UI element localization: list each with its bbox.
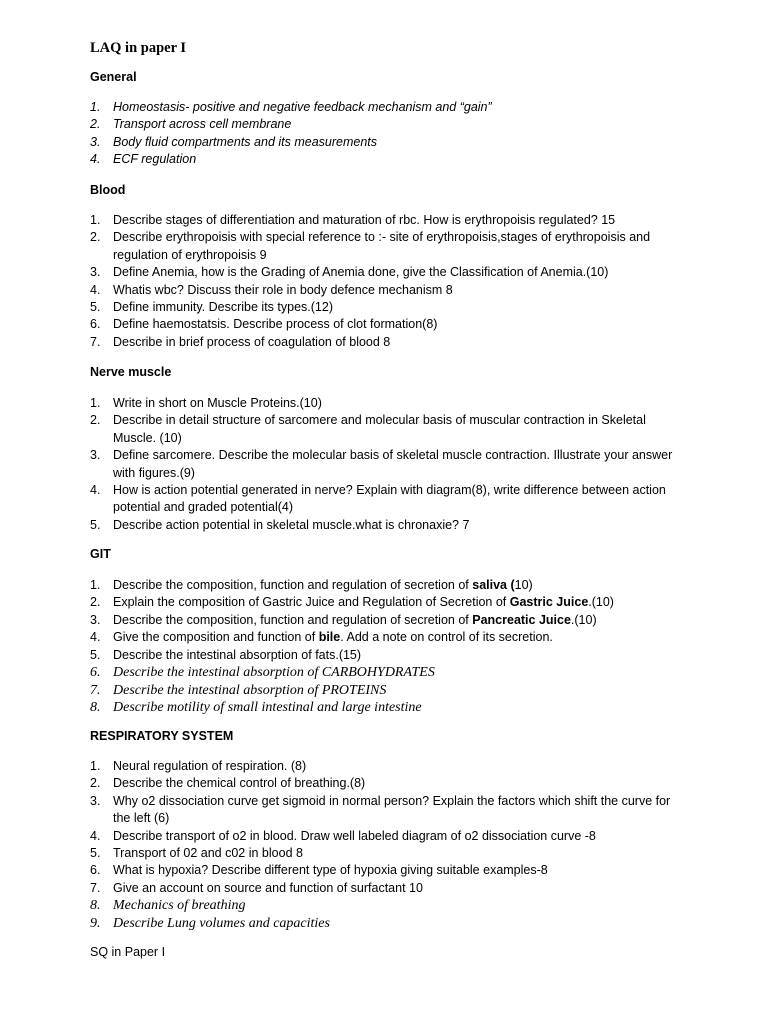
section-heading-nerve-muscle: Nerve muscle xyxy=(90,365,172,379)
list-item xyxy=(90,664,690,682)
item-text: How is action potential generated in nerve? Explain with diagram(8), write difference between action potential and graded potential(4) xyxy=(113,483,666,515)
item-number: 2. xyxy=(90,776,101,791)
item-number: 4. xyxy=(90,483,101,498)
item-bold-text: Pancreatic Juice xyxy=(472,612,571,627)
item-text: Homeostasis- positive and negative feedback mechanism and “gain” xyxy=(113,100,492,114)
item-text: Transport of 02 and c02 in blood 8 xyxy=(113,846,303,861)
item-text: Whatis wbc? Discuss their role in body defence mechanism 8 xyxy=(113,282,453,297)
item-text-suffix: .(10) xyxy=(588,595,614,610)
list-item xyxy=(90,229,690,264)
list-item xyxy=(90,915,690,933)
item-number: 1. xyxy=(90,578,101,592)
item-number: 1. xyxy=(90,100,101,114)
nerve-muscle-list xyxy=(90,395,690,534)
list-item xyxy=(90,793,690,828)
item-text: Describe Lung volumes and capacities xyxy=(113,915,330,931)
list-item xyxy=(90,577,690,594)
item-number: 6. xyxy=(90,665,101,681)
item-text: Describe the chemical control of breathing.(8) xyxy=(113,776,366,791)
item-number: 4. xyxy=(90,282,101,297)
list-item xyxy=(90,647,690,664)
item-text: Describe the intestinal absorption of CARBOHYDRATES xyxy=(113,665,435,681)
section-heading-git: GIT xyxy=(90,547,111,561)
list-item xyxy=(90,845,690,862)
page-title: LAQ in paper I xyxy=(90,40,187,56)
item-text: Describe erythropoisis with special reference to :- site of erythropoisis,stages of erythropoisis and regulation of erythropoisis 9 xyxy=(113,230,651,262)
list-item xyxy=(90,212,690,229)
footer-text: SQ in Paper I xyxy=(90,945,166,959)
item-number: 6. xyxy=(90,317,101,332)
list-item xyxy=(90,299,690,316)
item-text: Describe the composition, function and regulation of secretion of xyxy=(113,612,473,627)
list-item xyxy=(90,775,690,792)
item-text: Mechanics of breathing xyxy=(113,898,246,914)
item-text: Describe motility of small intestinal and large intestine xyxy=(113,700,422,716)
item-number: 5. xyxy=(90,647,101,662)
item-text-suffix: .(10) xyxy=(570,612,597,627)
item-text: Describe the intestinal absorption of fats.(15) xyxy=(113,647,362,662)
list-item xyxy=(90,316,690,333)
item-text: Describe in brief process of coagulation of blood 8 xyxy=(113,334,391,349)
item-number: 5. xyxy=(90,300,101,315)
item-number: 2. xyxy=(90,595,101,610)
item-number: 2. xyxy=(90,117,101,132)
list-item xyxy=(90,264,690,281)
item-text: Describe in detail structure of sarcomere and molecular basis of muscular contraction in Skeletal Muscle. (10) xyxy=(113,413,646,445)
item-text: Define haemostatsis. Describe process of clot formation(8) xyxy=(113,317,438,332)
item-number: 7. xyxy=(90,880,101,895)
item-number: 3. xyxy=(90,448,101,463)
item-text: Describe stages of differentiation and maturation of rbc. How is erythropoisis regulated? 15 xyxy=(113,213,616,227)
item-number: 3. xyxy=(90,793,101,808)
list-item xyxy=(90,517,690,534)
item-number: 9. xyxy=(90,915,101,931)
item-number: 1. xyxy=(90,396,101,410)
item-number: 8. xyxy=(90,700,101,716)
list-item xyxy=(90,862,690,879)
item-number: 3. xyxy=(90,265,101,280)
item-text: Define immunity. Describe its types.(12) xyxy=(113,300,333,315)
list-item xyxy=(90,758,690,775)
item-text: Body fluid compartments and its measurements xyxy=(113,134,378,149)
section-heading-respiratory: RESPIRATORY SYSTEM xyxy=(90,729,234,743)
list-item xyxy=(90,116,690,133)
git-list xyxy=(90,577,690,717)
list-item xyxy=(90,828,690,845)
list-item xyxy=(90,99,690,116)
item-text: Transport across cell membrane xyxy=(113,117,292,132)
item-number: 2. xyxy=(90,413,101,428)
blood-list xyxy=(90,212,690,351)
list-item xyxy=(90,151,690,168)
list-item xyxy=(90,897,690,915)
item-number: 1. xyxy=(90,213,101,227)
item-number: 4. xyxy=(90,630,101,645)
item-number: 5. xyxy=(90,846,101,861)
item-text: Why o2 dissociation curve get sigmoid in normal person? Explain the factors which shift the curve for the left (6) xyxy=(113,793,671,826)
item-text: ECF regulation xyxy=(113,152,197,167)
item-number: 3. xyxy=(90,134,101,149)
item-number: 4. xyxy=(90,828,101,843)
item-number: 2. xyxy=(90,230,101,245)
item-text: Describe the intestinal absorption of PROTEINS xyxy=(113,682,387,698)
item-text: Describe action potential in skeletal muscle.what is chronaxie? 7 xyxy=(113,517,470,532)
list-item xyxy=(90,334,690,351)
list-item xyxy=(90,682,690,700)
item-text: Write in short on Muscle Proteins.(10) xyxy=(113,396,322,410)
item-text: Describe transport of o2 in blood. Draw well labeled diagram of o2 dissociation curve -8 xyxy=(113,828,596,843)
list-item xyxy=(90,134,690,151)
item-number: 3. xyxy=(90,612,101,627)
list-item xyxy=(90,482,690,517)
item-bold-text: saliva ( xyxy=(472,578,515,592)
list-item xyxy=(90,699,690,717)
item-number: 1. xyxy=(90,759,101,773)
item-text: Give an account on source and function of surfactant 10 xyxy=(113,880,423,895)
section-heading-general: General xyxy=(90,70,137,84)
general-list xyxy=(90,99,690,169)
list-item xyxy=(90,880,690,897)
item-number: 4. xyxy=(90,152,101,167)
list-item xyxy=(90,447,690,482)
item-text: Describe the composition, function and regulation of secretion of xyxy=(113,578,473,592)
list-item xyxy=(90,282,690,299)
item-number: 7. xyxy=(90,334,101,349)
item-bold-text: Gastric Juice xyxy=(509,595,589,610)
item-text: Define sarcomere. Describe the molecular basis of skeletal muscle contraction. Illustrate your answer with figures.(9) xyxy=(113,448,673,480)
item-text: What is hypoxia? Describe different type of hypoxia giving suitable examples-8 xyxy=(113,863,548,878)
item-text: Explain the composition of Gastric Juice and Regulation of Secretion of xyxy=(113,595,510,610)
item-number: 7. xyxy=(90,682,101,698)
item-bold-text: bile xyxy=(318,630,341,645)
list-item xyxy=(90,612,690,629)
item-text: Define Anemia, how is the Grading of Anemia done, give the Classification of Anemia.(10) xyxy=(113,265,609,280)
list-item xyxy=(90,412,690,447)
item-number: 8. xyxy=(90,898,101,914)
list-item xyxy=(90,629,690,646)
respiratory-list xyxy=(90,758,690,932)
item-number: 6. xyxy=(90,863,101,878)
item-text-suffix: . Add a note on control of its secretion. xyxy=(340,630,553,645)
list-item xyxy=(90,594,690,611)
list-item xyxy=(90,395,690,412)
section-heading-blood: Blood xyxy=(90,183,126,197)
item-text-suffix: 10) xyxy=(514,578,533,592)
item-text: Neural regulation of respiration. (8) xyxy=(113,759,307,773)
item-text: Give the composition and function of xyxy=(113,630,319,645)
item-number: 5. xyxy=(90,517,101,532)
